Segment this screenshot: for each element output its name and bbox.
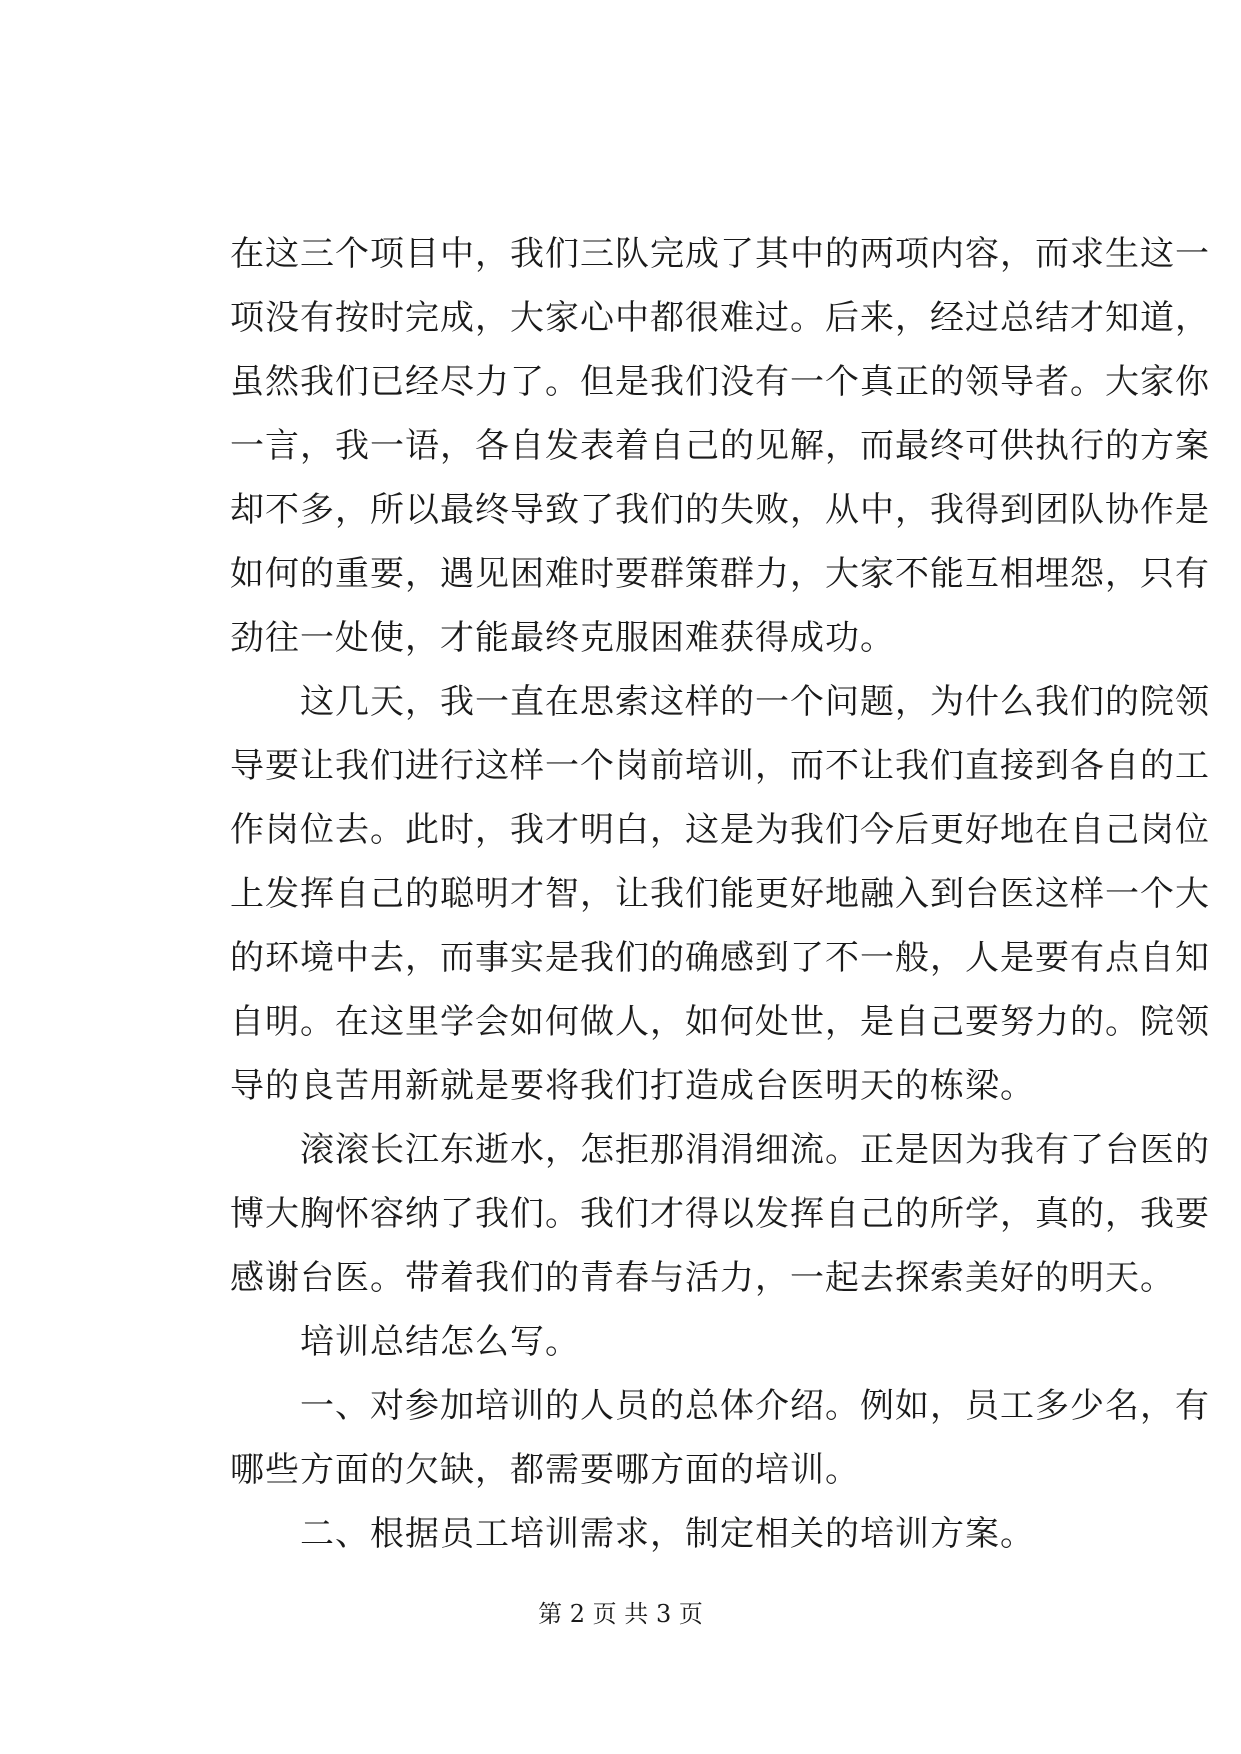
text-line: 博大胸怀容纳了我们。我们才得以发挥自己的所学，真的，我要 <box>230 1194 1210 1234</box>
text-line: 的环境中去，而事实是我们的确感到了不一般，人是要有点自知 <box>230 938 1210 978</box>
text-line: 滚滚长江东逝水，怎拒那涓涓细流。正是因为我有了台医的 <box>230 1130 1210 1170</box>
text-line: 却不多，所以最终导致了我们的失败，从中，我得到团队协作是 <box>230 490 1210 530</box>
text-line: 虽然我们已经尽力了。但是我们没有一个真正的领导者。大家你 <box>230 362 1210 402</box>
text-line: 导的良苦用新就是要将我们打造成台医明天的栋梁。 <box>230 1066 1035 1106</box>
document-body <box>230 222 1210 1566</box>
text-line: 导要让我们进行这样一个岗前培训，而不让我们直接到各自的工 <box>230 746 1210 786</box>
text-line: 如何的重要，遇见困难时要群策群力，大家不能互相埋怨，只有 <box>230 554 1210 594</box>
text-line: 培训总结怎么写。 <box>230 1322 580 1362</box>
text-line: 一言，我一语，各自发表着自己的见解，而最终可供执行的方案 <box>230 426 1210 466</box>
page-number-footer: 第 2 页 共 3 页 <box>538 1600 703 1628</box>
text-line: 一、对参加培训的人员的总体介绍。例如，员工多少名，有 <box>230 1386 1210 1426</box>
text-line: 哪些方面的欠缺，都需要哪方面的培训。 <box>230 1450 860 1490</box>
text-line: 项没有按时完成，大家心中都很难过。后来，经过总结才知道， <box>230 298 1210 338</box>
text-line: 这几天，我一直在思索这样的一个问题，为什么我们的院领 <box>230 682 1210 722</box>
text-line: 劲往一处使，才能最终克服困难获得成功。 <box>230 618 895 658</box>
text-line: 上发挥自己的聪明才智，让我们能更好地融入到台医这样一个大 <box>230 874 1210 914</box>
text-line: 作岗位去。此时，我才明白，这是为我们今后更好地在自己岗位 <box>230 810 1210 850</box>
text-line: 二、根据员工培训需求，制定相关的培训方案。 <box>230 1514 1035 1554</box>
text-line: 自明。在这里学会如何做人，如何处世，是自己要努力的。院领 <box>230 1002 1210 1042</box>
text-line: 在这三个项目中，我们三队完成了其中的两项内容，而求生这一 <box>230 234 1210 274</box>
text-line: 感谢台医。带着我们的青春与活力，一起去探索美好的明天。 <box>230 1258 1175 1298</box>
